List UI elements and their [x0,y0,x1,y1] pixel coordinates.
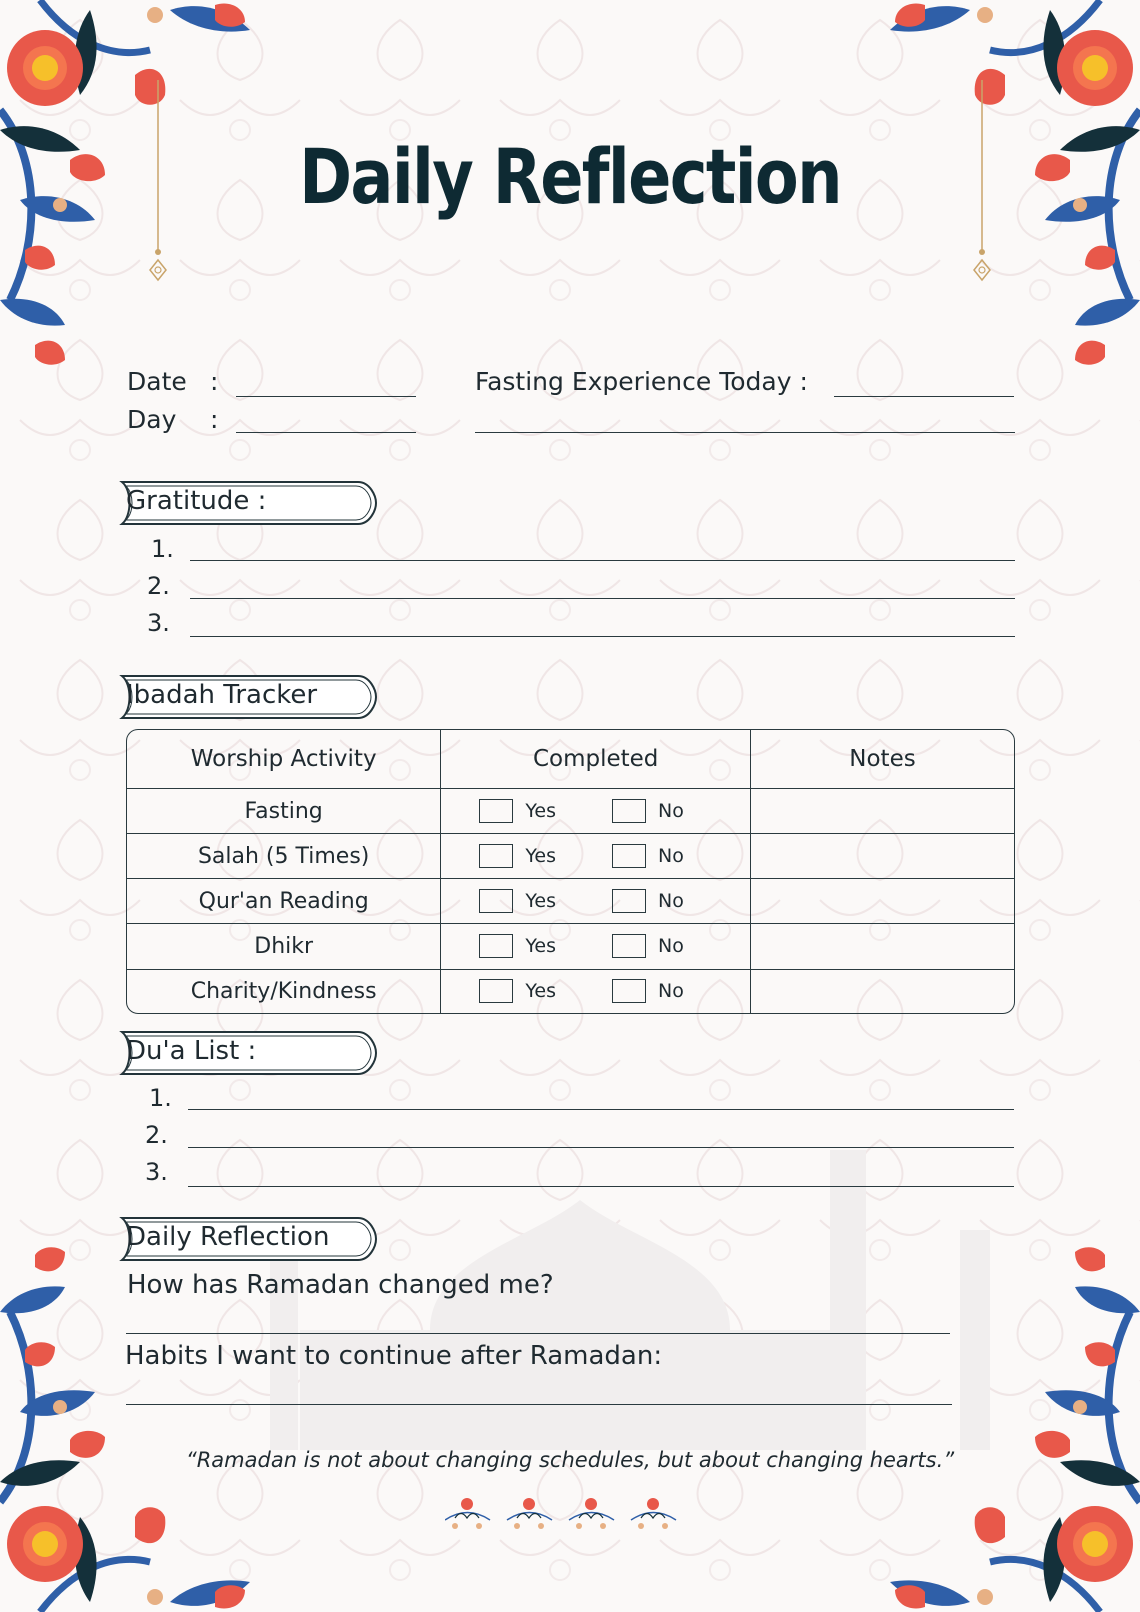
notes-cell[interactable] [751,789,1014,834]
no-label: No [658,980,684,1003]
completed-cell [441,789,751,834]
activity-dhikr: Dhikr [127,924,441,969]
dua-line-1[interactable] [188,1109,1014,1110]
completed-cell [441,834,751,879]
reflection-prompt-2: Habits I want to continue after Ramadan: [125,1341,663,1371]
yes-label: Yes [525,935,557,958]
no-label: No [658,800,684,823]
column-header-completed: Completed [441,730,751,789]
yes-checkbox[interactable] [479,889,513,913]
reflection-heading-pill [108,1214,380,1264]
date-label: Date [127,367,187,396]
dua-number-3: 3. [145,1158,168,1186]
yes-label: Yes [525,800,557,823]
yes-checkbox[interactable] [479,799,513,823]
gratitude-number-1: 1. [151,535,174,563]
yes-label: Yes [525,980,557,1003]
table-row [127,879,1014,924]
date-field-line[interactable] [236,396,416,397]
yes-checkbox[interactable] [479,934,513,958]
gratitude-number-3: 3. [147,609,170,637]
no-checkbox[interactable] [612,979,646,1003]
dua-heading-pill [108,1028,380,1078]
notes-cell[interactable] [751,834,1014,879]
no-checkbox[interactable] [612,799,646,823]
table-row [127,970,1014,1013]
yes-checkbox[interactable] [479,844,513,868]
no-checkbox[interactable] [612,844,646,868]
table-row [127,924,1014,969]
no-label: No [658,845,684,868]
floral-divider-ornament [445,1490,695,1540]
no-label: No [658,935,684,958]
reflection-answer-line-1[interactable] [126,1333,950,1334]
yes-label: Yes [525,890,557,913]
gratitude-line-2[interactable] [190,598,1015,599]
date-separator: : [210,367,219,396]
notes-cell[interactable] [751,879,1014,924]
page-title: Daily Reflection [299,132,841,221]
no-checkbox[interactable] [612,934,646,958]
no-checkbox[interactable] [612,889,646,913]
dua-line-2[interactable] [188,1147,1014,1148]
yes-label: Yes [525,845,557,868]
reflection-prompt-1: How has Ramadan changed me? [127,1270,554,1300]
dua-line-3[interactable] [188,1186,1014,1187]
yes-checkbox[interactable] [479,979,513,1003]
day-label: Day [127,405,177,434]
closing-quote: “Ramadan is not about changing schedules, but about changing hearts.” [185,1448,955,1472]
day-field-line[interactable] [236,432,416,433]
completed-cell [441,924,751,969]
activity-salah: Salah (5 Times) [127,834,441,879]
ibadah-heading-pill [108,672,380,722]
reflection-answer-line-2[interactable] [126,1404,952,1405]
ibadah-heading: Ibadah Tracker [126,680,318,710]
notes-cell[interactable] [751,970,1014,1013]
activity-charity: Charity/Kindness [127,970,441,1013]
fasting-experience-label: Fasting Experience Today : [475,367,808,396]
gratitude-line-3[interactable] [190,636,1015,637]
activity-quran-reading: Qur'an Reading [127,879,441,924]
tracker-header-row [127,730,1014,789]
no-label: No [658,890,684,913]
gratitude-heading: Gratitude : [126,486,267,516]
column-header-activity: Worship Activity [127,730,441,789]
activity-fasting: Fasting [127,789,441,834]
day-separator: : [210,405,219,434]
fasting-experience-line-1[interactable] [834,396,1014,397]
dua-number-2: 2. [145,1121,168,1149]
fasting-experience-line-2[interactable] [475,432,1015,433]
completed-cell [441,879,751,924]
notes-cell[interactable] [751,924,1014,969]
reflection-heading: Daily Reflection [126,1222,330,1252]
floral-corner-bottom-right [820,1212,1140,1612]
dua-heading: Du'a List : [126,1036,257,1066]
gratitude-number-2: 2. [147,572,170,600]
table-row [127,789,1014,834]
table-row [127,834,1014,879]
gratitude-line-1[interactable] [190,560,1015,561]
ibadah-tracker-table [126,729,1015,1014]
completed-cell [441,970,751,1013]
column-header-notes: Notes [751,730,1014,789]
gratitude-heading-pill [108,478,380,528]
dua-number-1: 1. [149,1084,172,1112]
